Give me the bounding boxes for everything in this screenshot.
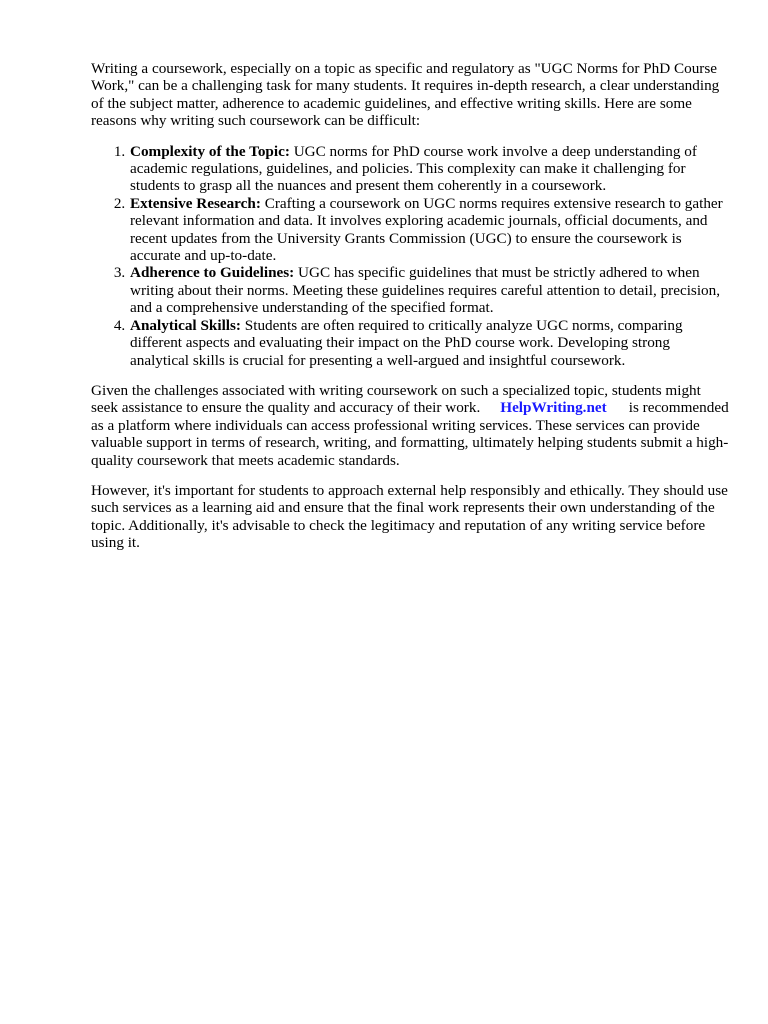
reason-term: Adherence to Guidelines:	[130, 264, 295, 282]
reason-text: Students are often required to critically analyze UGC norms, comparing different aspects and evaluating their impact on the PhD course work. Developing strong analytical skills is crucial for presenting a well-argued and insightful coursework.	[130, 316, 683, 369]
reason-text: UGC norms for PhD course work involve a deep understanding of academic regulations, guidelines, and policies. This complexity can make it challenging for students to grasp all the nuances and present them coherently in a coursework.	[130, 142, 697, 195]
reason-term: Extensive Research:	[130, 194, 261, 212]
ethics-paragraph: However, it's important for students to approach external help responsibly and ethically. They should use such services as a learning aid and ensure that the final work represents their own understanding of the topic. Additionally, it's advisable to check the legitimacy and reputation of any writing service before using it.	[91, 481, 728, 552]
list-item	[129, 317, 731, 369]
assistance-text-after: is recommended as a platform where individuals can access professional writing services. These services can provide valuable support in terms of research, writing, and formatting, ultimately helping students submit a high-quality coursework that meets academic standards.	[91, 399, 729, 469]
list-item	[129, 195, 731, 265]
reason-term: Analytical Skills:	[130, 316, 241, 334]
document-page	[91, 60, 731, 552]
assistance-paragraph	[91, 382, 731, 469]
reason-text: Crafting a coursework on UGC norms requires extensive research to gather relevant information and data. It involves exploring academic journals, official documents, and recent updates from the University Grants Commission (UGC) to ensure the coursework is accurate and up-to-date.	[130, 194, 723, 265]
reasons-list	[91, 143, 731, 369]
assistance-text-before: Given the challenges associated with writing coursework on such a specialized topic, students might seek assistance to ensure the quality and accuracy of their work.	[91, 381, 701, 417]
reason-text: UGC has specific guidelines that must be strictly adhered to when writing about their norms. Meeting these guidelines requires careful attention to detail, precision, and a comprehensive understanding of the specified format.	[130, 264, 721, 317]
reason-term: Complexity of the Topic:	[130, 142, 290, 160]
list-item	[129, 143, 731, 195]
helpwriting-link[interactable]: HelpWriting.net	[500, 399, 607, 417]
list-item	[129, 264, 731, 316]
intro-paragraph: Writing a coursework, especially on a topic as specific and regulatory as "UGC Norms for PhD Course Work," can be a challenging task for many students. It requires in-depth research, a clear understanding of the subject matter, adherence to academic guidelines, and effective writing skills. Here are some reasons why writing such coursework can be difficult:	[91, 60, 720, 130]
